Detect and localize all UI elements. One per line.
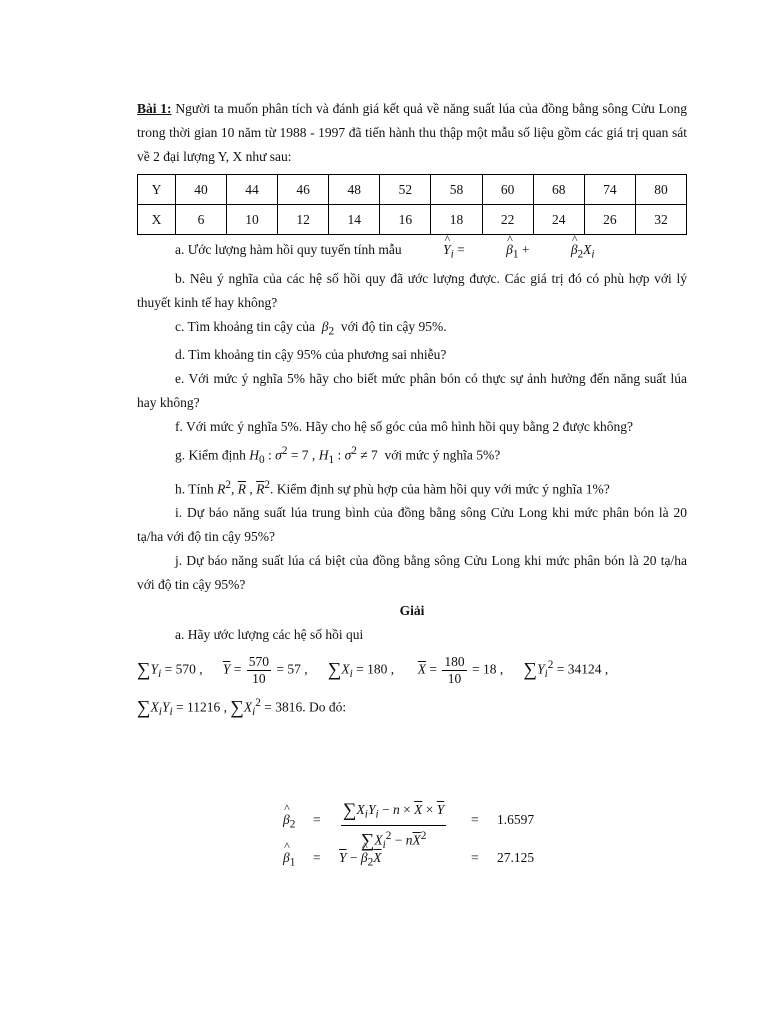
table-cell: 44 (227, 175, 278, 205)
problem-label: Bài 1: (137, 101, 172, 116)
question-g: g. Kiểm định $H_0$ : $\sigma^2 = 7$ , $H_1$ : $\sigma^2 \ne 7$ với mức ý nghĩa 5%? (175, 445, 501, 467)
beta2-equation: ^ $\beta_2$ = $\sum X_iY_i - n \times \overline{X} \times \overline{Y}$ $\sum X_i^2 - n\overline{X}^2$ = 1.6597 (283, 800, 553, 844)
problem-intro (137, 97, 687, 169)
table-cell: 18 (431, 205, 482, 235)
solution-heading: Giải (399, 603, 425, 619)
table-cell: 6 (175, 205, 226, 235)
question-f: f. Với mức ý nghĩa 5%. Hãy cho hệ số góc của mô hình hồi quy bằng 2 được không? (175, 419, 633, 435)
table-cell: 10 (227, 205, 278, 235)
beta1-value: 27.125 (497, 850, 535, 865)
table-cell: 12 (278, 205, 329, 235)
regression-formula: ^ $Y_i$ = ^ $\beta_1$ + ^ $\beta_2X_i$ (405, 242, 595, 257)
table-row-y (138, 175, 687, 205)
table-cell: 74 (584, 175, 635, 205)
document-page (137, 97, 687, 724)
question-i: i. Dự báo năng suất lúa trung bình của đồng bằng sông Cửu Long khi mức phân bón là 20 tạ/ha với độ tin cậy 95%? (137, 505, 687, 545)
question-j: j. Dự báo năng suất lúa cá biệt của đồng bằng sông Cửu Long khi mức phân bón là 20 tạ/ha với độ tin cậy 95%? (137, 553, 687, 593)
beta1-equation: ^ $\beta_1$ = $\overline{Y}$ − ^ $\beta_2\overline{X}$ = 27.125 (283, 850, 553, 894)
table-cell: 40 (175, 175, 226, 205)
table-cell: 58 (431, 175, 482, 205)
question-a: a. Ước lượng hàm hồi quy tuyến tính mẫu ^ $Y_i$ = ^ $\beta_1$ + ^ $\beta_2X_i$ (137, 238, 687, 267)
table-cell: 52 (380, 175, 431, 205)
question-c: c. Tìm khoảng tin cậy của $\beta_2$ với độ tin cậy 95%. (175, 318, 447, 338)
xbar-fraction: $\frac{180}{10}$ (444, 653, 465, 686)
question-h: h. Tính $R^2$, $\overline{R}$ , $\overline{R}^2$. Kiểm định sự phù hợp của hàm hồi quy với mức ý nghĩa 1%? (175, 478, 610, 497)
table-cell: 48 (329, 175, 380, 205)
row-label: Y (138, 175, 176, 205)
table-cell: 24 (533, 205, 584, 235)
question-b: b. Nêu ý nghĩa của các hệ số hồi quy đã ước lượng được. Các giá trị đó có phù hợp với lý thuyết kinh tế hay không? (137, 270, 687, 310)
table-cell: 16 (380, 205, 431, 235)
sums-line-1: $\sum Y_i = 570$ , $\overline{Y}$ = $\frac{570}{10}$ = 57 , $\sum X_i = 180$ , $\overline{X}$ = $\frac{180}{10}$ = 18 , $\sum Y_i^2 = 34124$ , (137, 653, 609, 686)
ybar-fraction: $\frac{570}{10}$ (248, 653, 269, 686)
sums-line-2: $\sum X_iY_i = 11216$ , $\sum X_i^2 = 3816$. Do đó: (137, 696, 347, 719)
table-cell: 80 (635, 175, 686, 205)
table-cell: 32 (635, 205, 686, 235)
problem-text: Người ta muốn phân tích và đánh giá kết quả về năng suất lúa của đồng bằng sông Cửu Long trong thời gian 10 năm từ 1988 - 1997 đã tiến hành thu thập một mẫu số liệu gồm các giá trị quan sát về 2 đại lượng Y, X như sau: (137, 101, 688, 164)
beta2-fraction: $\sum X_iY_i - n \times \overline{X} \times \overline{Y}$ $\sum X_i^2 - n\overline{X}^2$ (343, 800, 445, 852)
table-cell: 68 (533, 175, 584, 205)
row-label: X (138, 205, 176, 235)
table-cell: 46 (278, 175, 329, 205)
table-cell: 14 (329, 205, 380, 235)
table-cell: 26 (584, 205, 635, 235)
table-cell: 60 (482, 175, 533, 205)
data-table (137, 174, 687, 235)
beta2-value: 1.6597 (497, 812, 535, 827)
table-cell: 22 (482, 205, 533, 235)
question-e: e. Với mức ý nghĩa 5% hãy cho biết mức phân bón có thực sự ảnh hưởng đến năng suất lúa hay không? (137, 371, 687, 411)
question-d: d. Tìm khoảng tin cậy 95% của phương sai nhiễu? (175, 347, 447, 363)
solution-step-a: a. Hãy ước lượng các hệ số hồi qui (175, 627, 364, 643)
